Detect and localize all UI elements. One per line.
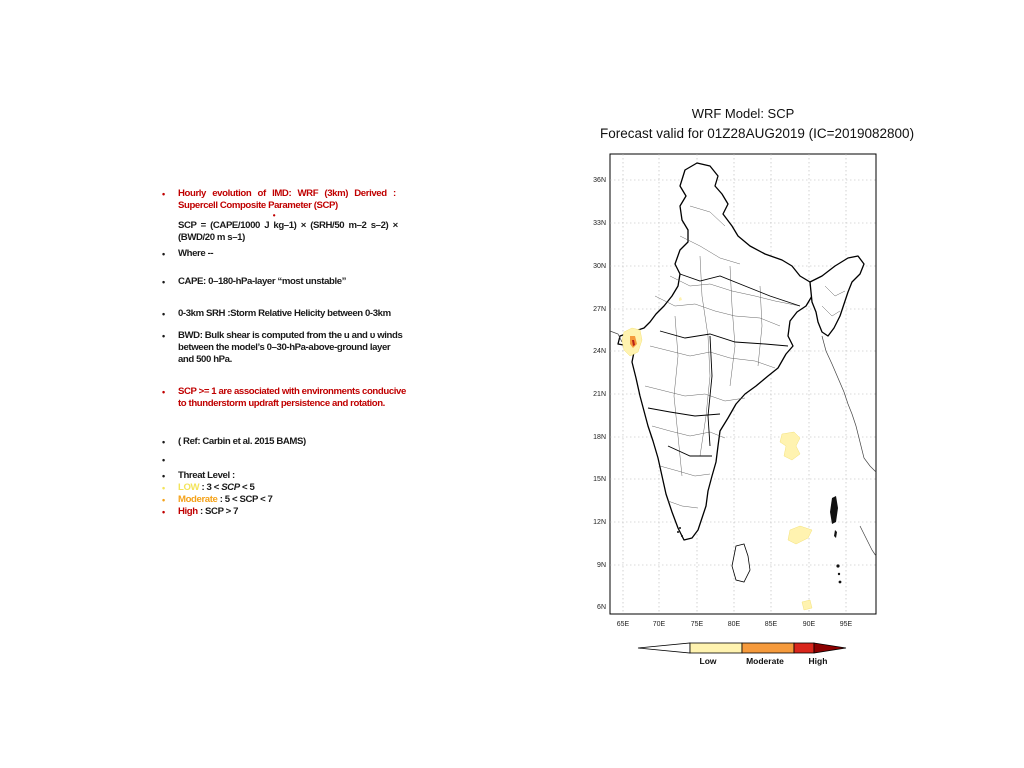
threat-high-text: : SCP > 7 (197, 506, 239, 517)
threat-moderate (160, 494, 410, 506)
threat-high (160, 506, 410, 518)
lat-label: 36N (593, 177, 606, 184)
note-empty (160, 454, 410, 466)
note-text: ( Ref: Carbin et al. 2015 BAMS) (178, 436, 306, 447)
scp-legend (638, 643, 846, 666)
legend-swatch (794, 643, 814, 653)
threat-low-text: : 3 < (199, 482, 222, 493)
lat-label: 33N (593, 220, 606, 227)
threat-low-label: LOW (178, 482, 200, 493)
note-line: Supercell Composite Parameter (SCP) (178, 200, 338, 211)
note-where (160, 248, 410, 260)
lat-label: 18N (593, 434, 606, 441)
bullet: • (162, 309, 165, 319)
center-dot: • (272, 211, 276, 220)
note-scp-threshold (160, 386, 410, 410)
note-line: and 500 hPa. (178, 354, 232, 365)
lat-label: 30N (593, 263, 606, 270)
bullet: • (162, 189, 165, 199)
island (839, 581, 842, 584)
bullet: • (162, 249, 165, 259)
threat-moderate-text: : 5 < SCP < 7 (219, 494, 273, 505)
bullet: • (162, 471, 165, 481)
lon-label: 90E (802, 621, 816, 628)
formula-line: SCP = (CAPE/1000 J kg–1) × (SRH/50 m–2 s–2) × (178, 220, 398, 231)
lat-label: 15N (593, 476, 606, 483)
legend-label-low: Low (699, 656, 717, 666)
scp-map (560, 146, 890, 676)
lat-label: 6N (597, 604, 606, 611)
note-text: CAPE: 0–180-hPa-layer “most unstable” (178, 276, 347, 287)
note-bwd (160, 330, 410, 366)
lat-label: 21N (593, 391, 606, 398)
note-text: Where -- (178, 248, 214, 259)
bullet: • (162, 507, 165, 517)
lat-label: 24N (593, 348, 606, 355)
threat-low-scp: SCP (221, 482, 240, 493)
lon-label: 75E (690, 621, 704, 628)
note-line: Hourly evolution of IMD: WRF (3km) Derived : (178, 188, 396, 199)
lat-labels (593, 177, 606, 611)
map-subtitle: Forecast valid for 01Z28AUG2019 (IC=2019082800) (600, 126, 915, 141)
threat-low-text: < 5 (239, 482, 255, 493)
note-line: SCP >= 1 are associated with environments conducive (178, 386, 406, 397)
island (838, 573, 840, 575)
lon-label: 70E (652, 621, 666, 628)
lon-label: 65E (616, 621, 630, 628)
note-text: 0-3km SRH :Storm Relative Helicity between 0-3km (178, 308, 391, 319)
bullet: • (162, 331, 165, 341)
lat-label: 9N (597, 562, 606, 569)
bullet: • (162, 455, 165, 465)
note-line: to thunderstorm updraft persistence and rotation. (178, 398, 385, 409)
note-hourly-evolution (160, 188, 410, 244)
lon-label: 85E (764, 621, 778, 628)
bullet: • (162, 277, 165, 287)
lat-label: 27N (593, 306, 606, 313)
island (679, 527, 681, 529)
bullet: • (162, 495, 165, 505)
note-text: Threat Level : (178, 470, 235, 481)
map-title: WRF Model: SCP (691, 106, 795, 121)
bullet: • (162, 483, 165, 493)
note-line: BWD: Bulk shear is computed from the u and υ winds (178, 330, 403, 341)
legend-label-moderate: Moderate (746, 656, 784, 666)
formula-line: (BWD/20 m s–1) (178, 232, 245, 243)
island (677, 531, 679, 533)
scp-low-region (802, 600, 812, 610)
legend-swatch (814, 643, 846, 653)
lon-label: 95E (839, 621, 853, 628)
island (836, 564, 839, 567)
note-line: between the model’s 0–30-hPa-above-ground layer (178, 342, 391, 353)
threat-high-label: High (178, 506, 198, 517)
bullet: • (162, 437, 165, 447)
threat-low (160, 482, 410, 494)
lon-labels (617, 621, 853, 628)
legend-swatch (690, 643, 742, 653)
island (681, 535, 683, 537)
note-reference (160, 436, 410, 448)
lon-label: 80E (727, 621, 741, 628)
note-srh (160, 308, 410, 320)
note-threat-level (160, 470, 410, 482)
notes-panel (160, 188, 410, 518)
legend-swatch (638, 643, 690, 653)
note-cape (160, 276, 410, 288)
threat-moderate-label: Moderate (178, 494, 218, 505)
bullet: • (162, 387, 165, 397)
lat-label: 12N (593, 519, 606, 526)
legend-label-high: High (808, 656, 828, 666)
legend-swatch (742, 643, 794, 653)
